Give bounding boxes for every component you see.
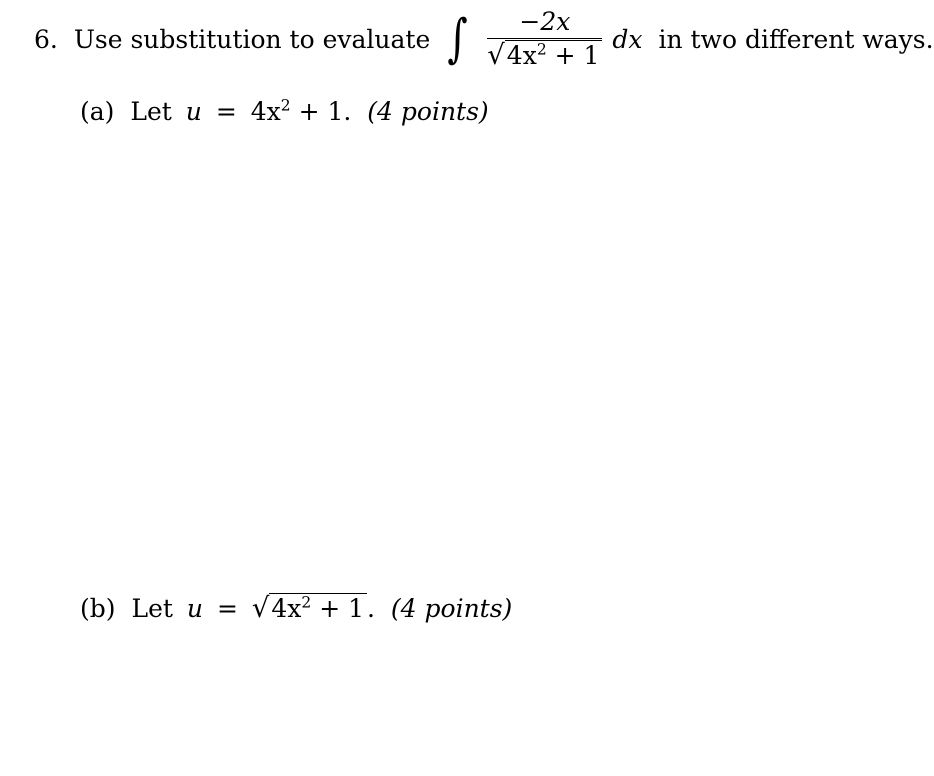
part-a-eq: = bbox=[215, 97, 237, 126]
integral-sign: ∫ bbox=[447, 9, 468, 69]
part-a-label: (a) bbox=[80, 97, 115, 126]
problem-statement bbox=[34, 8, 934, 70]
part-a-var: u bbox=[185, 97, 202, 126]
problem-suffix: in two different ways. bbox=[658, 24, 934, 54]
denominator-tail: + 1 bbox=[546, 41, 600, 70]
part-b-end: . bbox=[367, 594, 375, 623]
part-a-let: Let bbox=[130, 97, 172, 126]
part-b-radicand-tail: + 1 bbox=[311, 594, 365, 623]
integrand-fraction bbox=[487, 8, 602, 70]
denominator-sqrt: $√4x^2 + 1$ bbox=[487, 41, 602, 70]
part-b-var: u bbox=[186, 594, 203, 623]
denominator-exponent: 2 bbox=[536, 40, 547, 59]
part-b-radicand: 4x bbox=[271, 594, 302, 623]
integrand-denominator bbox=[487, 38, 602, 70]
part-a bbox=[80, 97, 489, 126]
part-b-points: (4 points) bbox=[390, 594, 513, 623]
part-b-eq: = bbox=[216, 594, 238, 623]
part-a-points: (4 points) bbox=[367, 97, 489, 126]
part-b bbox=[80, 592, 512, 624]
part-a-exponent: 2 bbox=[280, 96, 291, 115]
problem-number: 6. bbox=[34, 24, 58, 54]
problem-prompt: Use substitution to evaluate bbox=[73, 24, 431, 54]
part-a-tail: + 1. bbox=[290, 97, 352, 126]
differential: dx bbox=[612, 24, 643, 54]
denominator-radicand: 4x bbox=[506, 41, 537, 70]
part-b-label: (b) bbox=[80, 594, 116, 623]
part-b-let: Let bbox=[131, 594, 173, 623]
integrand-numerator: −2x bbox=[519, 7, 571, 36]
part-a-expr: 4x bbox=[250, 97, 281, 126]
part-b-sqrt: $√4x^2 + 1$ bbox=[252, 592, 367, 624]
part-b-exponent: 2 bbox=[301, 593, 312, 612]
